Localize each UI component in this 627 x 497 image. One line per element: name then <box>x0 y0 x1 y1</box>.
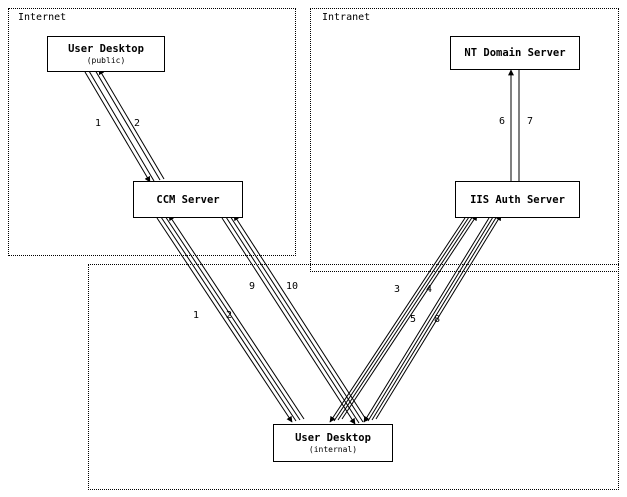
node-subtitle: (public) <box>86 56 126 65</box>
edge-label-10: 10 <box>286 281 299 292</box>
edge-label-1-public: 1 <box>95 118 102 129</box>
node-subtitle: (internal) <box>308 445 358 454</box>
edge-label-2-internal: 2 <box>226 310 233 321</box>
node-ccm-server[interactable] <box>133 181 243 218</box>
node-iis-auth-server[interactable] <box>455 181 580 218</box>
edge-label-4: 4 <box>426 284 433 295</box>
edge-label-8: 8 <box>434 314 441 325</box>
edge-label-2-public: 2 <box>134 118 141 129</box>
node-user-desktop-internal[interactable] <box>273 424 393 462</box>
node-title: User Desktop <box>295 432 371 444</box>
zone-intranet-label: Intranet <box>322 12 371 23</box>
edge-label-7: 7 <box>527 116 534 127</box>
node-nt-domain-server[interactable] <box>450 36 580 70</box>
node-title: IIS Auth Server <box>470 193 565 206</box>
node-title: CCM Server <box>156 193 220 206</box>
edge-label-9: 9 <box>249 281 256 292</box>
edge-label-6: 6 <box>499 116 506 127</box>
edge-label-1-internal: 1 <box>193 310 200 321</box>
zone-internet-label: Internet <box>18 12 67 23</box>
node-title: NT Domain Server <box>464 47 566 59</box>
node-title: User Desktop <box>68 43 144 55</box>
node-user-desktop-public[interactable] <box>47 36 165 72</box>
edge-label-3: 3 <box>394 284 401 295</box>
edge-label-5: 5 <box>410 314 417 325</box>
